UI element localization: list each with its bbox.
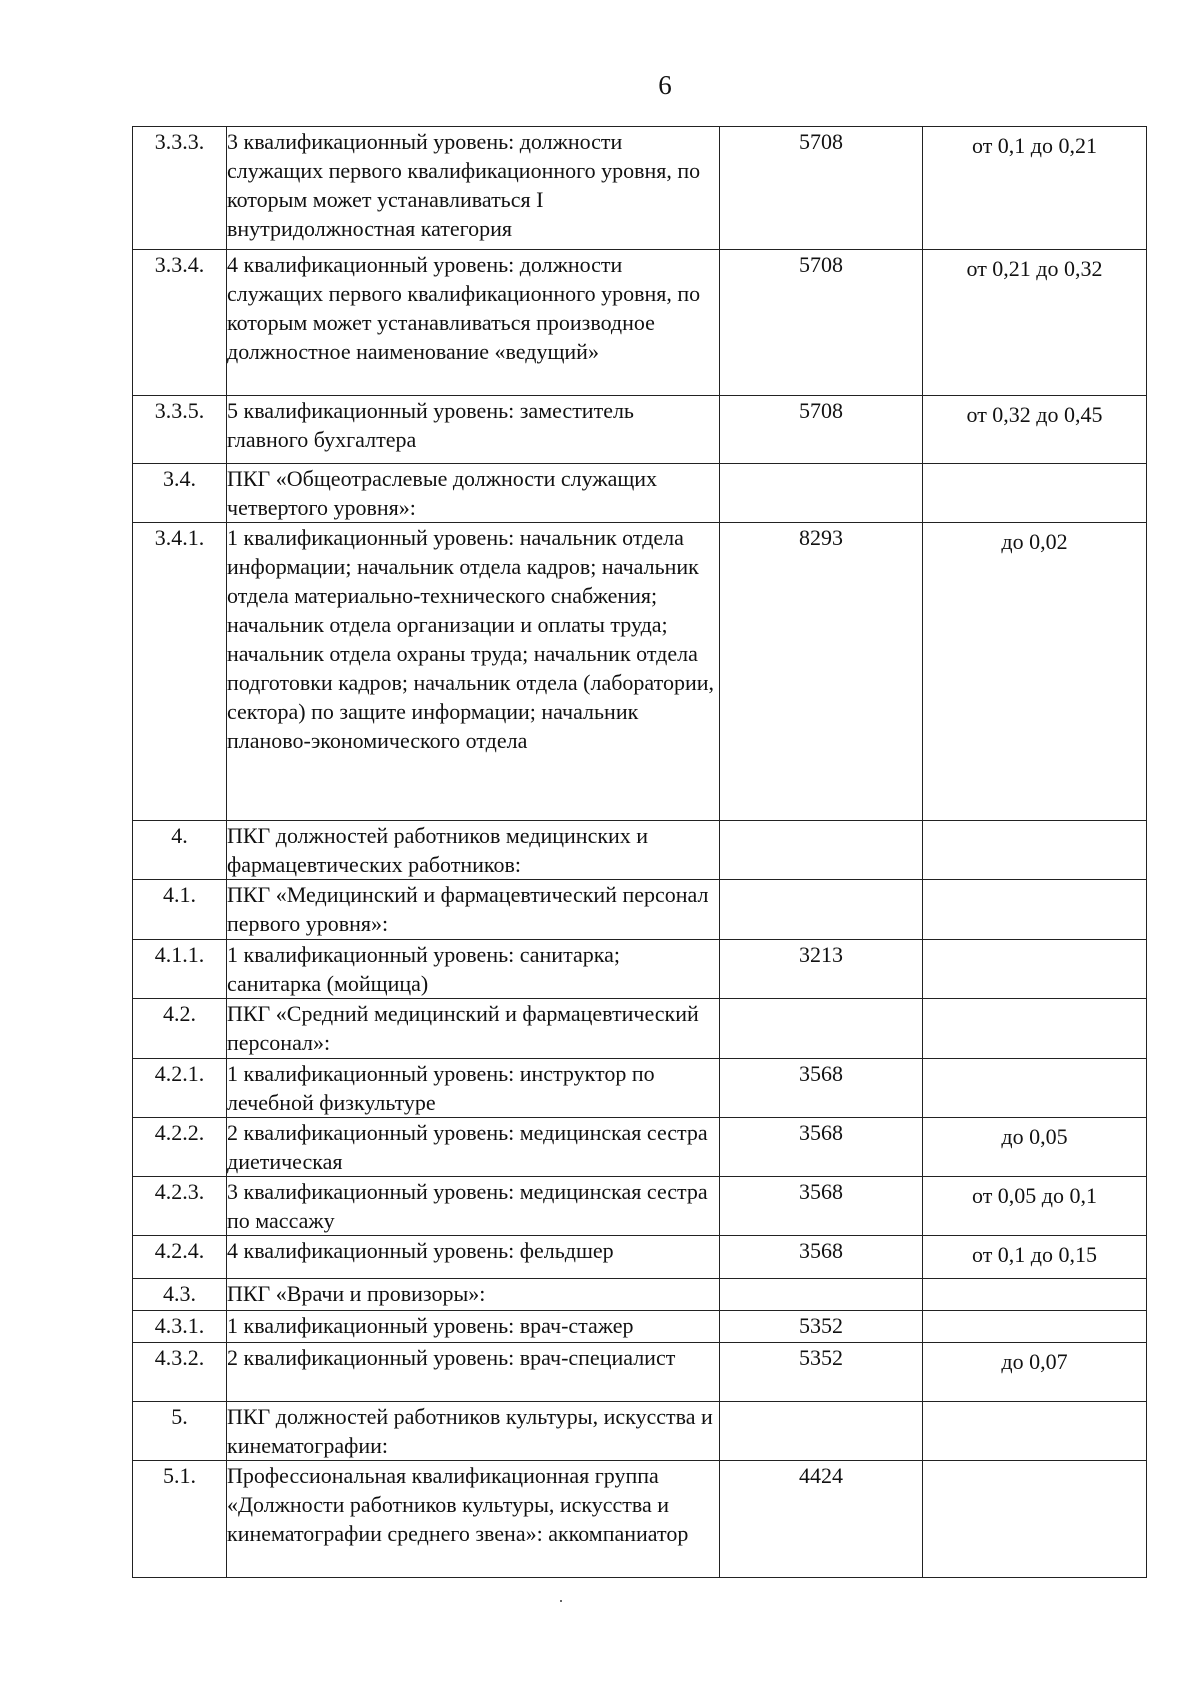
table-row (133, 523, 1147, 821)
base-salary (720, 821, 923, 880)
coefficient-cell (923, 821, 1147, 880)
base-salary: 5708 (720, 396, 923, 464)
coefficient-cell (923, 396, 1147, 464)
row-number: 4.3.1. (133, 1311, 227, 1343)
coefficient-cell (923, 1461, 1147, 1578)
base-salary: 5352 (720, 1343, 923, 1402)
table-row (133, 1311, 1147, 1343)
base-salary: 5708 (720, 250, 923, 396)
row-number: 5.1. (133, 1461, 227, 1578)
position-description: 2 квалификационный уровень: врач-специалист (227, 1343, 720, 1402)
base-salary: 5352 (720, 1311, 923, 1343)
group-title: ПКГ «Средний медицинский и фармацевтический персонал»: (227, 999, 720, 1059)
table-row (133, 1343, 1147, 1402)
row-number: 4.2. (133, 999, 227, 1059)
position-description: 2 квалификационный уровень: медицинская сестра диетическая (227, 1118, 720, 1177)
position-description: 3 квалификационный уровень: должности служащих первого квалификационного уровня, по которым может устанавливаться I внутридолжностная категория (227, 127, 720, 250)
coefficient: до 0,07 (1001, 1349, 1068, 1374)
page-number: 6 (658, 70, 672, 100)
position-description: 1 квалификационный уровень: начальник отдела информации; начальник отдела кадров; начальник отдела материально-технического снабжения; начальник отдела организации и оплаты труда; начальник отдела охраны труда; начальник отдела подготовки кадров; начальник отдела (лаборатории, сектора) по защите информации; начальник планово-экономического отдела (227, 523, 720, 821)
table-row (133, 1236, 1147, 1279)
row-number: 4.3. (133, 1279, 227, 1311)
row-number: 3.3.5. (133, 396, 227, 464)
base-salary (720, 880, 923, 940)
table-row (133, 396, 1147, 464)
group-title: ПКГ должностей работников культуры, искусства и кинематографии: (227, 1402, 720, 1461)
coefficient-cell (923, 1311, 1147, 1343)
coefficient-cell (923, 1279, 1147, 1311)
position-description: Профессиональная квалификационная группа «Должности работников культуры, искусства и кинематографии среднего звена»: аккомпаниатор (227, 1461, 720, 1578)
coefficient-cell (923, 880, 1147, 940)
position-description: 1 квалификационный уровень: инструктор по лечебной физкультуре (227, 1059, 720, 1118)
position-description: 1 квалификационный уровень: врач-стажер (227, 1311, 720, 1343)
base-salary: 3568 (720, 1118, 923, 1177)
row-number: 4. (133, 821, 227, 880)
position-description: 3 квалификационный уровень: медицинская сестра по массажу (227, 1177, 720, 1236)
salary-table (132, 126, 1147, 1578)
group-title: ПКГ должностей работников медицинских и фармацевтических работников: (227, 821, 720, 880)
row-number: 3.3.3. (133, 127, 227, 250)
coefficient: от 0,1 до 0,15 (971, 1242, 1098, 1267)
coefficient: до 0,05 (1001, 1124, 1068, 1149)
base-salary (720, 1279, 923, 1311)
coefficient: от 0,1 до 0,21 (971, 133, 1098, 158)
coefficient-cell (923, 127, 1147, 250)
coefficient: до 0,02 (1001, 529, 1068, 554)
row-number: 4.2.2. (133, 1118, 227, 1177)
table-row (133, 464, 1147, 523)
coefficient-cell (923, 1402, 1147, 1461)
table-row (133, 250, 1147, 396)
table-row (133, 127, 1147, 250)
scan-speck (560, 1600, 562, 1602)
table-row (133, 1461, 1147, 1578)
base-salary (720, 1402, 923, 1461)
coefficient-cell (923, 250, 1147, 396)
row-number: 4.1. (133, 880, 227, 940)
coefficient-cell (923, 1177, 1147, 1236)
table-row (133, 1059, 1147, 1118)
base-salary: 3213 (720, 940, 923, 999)
table-row (133, 1118, 1147, 1177)
row-number: 3.3.4. (133, 250, 227, 396)
base-salary: 8293 (720, 523, 923, 821)
coefficient-cell (923, 1118, 1147, 1177)
position-description: 1 квалификационный уровень: санитарка; санитарка (мойщица) (227, 940, 720, 999)
table-row (133, 999, 1147, 1059)
position-description: 4 квалификационный уровень: фельдшер (227, 1236, 720, 1279)
coefficient-cell (923, 1059, 1147, 1118)
position-description: 5 квалификационный уровень: заместитель главного бухгалтера (227, 396, 720, 464)
row-number: 4.3.2. (133, 1343, 227, 1402)
group-title: ПКГ «Общеотраслевые должности служащих четвертого уровня»: (227, 464, 720, 523)
coefficient: от 0,05 до 0,1 (971, 1183, 1098, 1208)
base-salary: 4424 (720, 1461, 923, 1578)
coefficient-cell (923, 464, 1147, 523)
row-number: 4.2.3. (133, 1177, 227, 1236)
row-number: 5. (133, 1402, 227, 1461)
group-title: ПКГ «Врачи и провизоры»: (227, 1279, 720, 1311)
coefficient-cell (923, 1236, 1147, 1279)
row-number: 4.2.4. (133, 1236, 227, 1279)
coefficient-cell (923, 940, 1147, 999)
row-number: 4.2.1. (133, 1059, 227, 1118)
base-salary (720, 999, 923, 1059)
base-salary: 3568 (720, 1059, 923, 1118)
position-description: 4 квалификационный уровень: должности служащих первого квалификационного уровня, по которым может устанавливаться производное должностное наименование «ведущий» (227, 250, 720, 396)
base-salary: 5708 (720, 127, 923, 250)
coefficient-cell (923, 1343, 1147, 1402)
table-row (133, 940, 1147, 999)
table-row (133, 1402, 1147, 1461)
base-salary (720, 464, 923, 523)
base-salary: 3568 (720, 1177, 923, 1236)
row-number: 3.4. (133, 464, 227, 523)
table-row (133, 1279, 1147, 1311)
coefficient: от 0,32 до 0,45 (966, 402, 1103, 427)
coefficient-cell (923, 523, 1147, 821)
group-title: ПКГ «Медицинский и фармацевтический персонал первого уровня»: (227, 880, 720, 940)
coefficient-cell (923, 999, 1147, 1059)
table-row (133, 880, 1147, 940)
base-salary: 3568 (720, 1236, 923, 1279)
table-row (133, 1177, 1147, 1236)
row-number: 4.1.1. (133, 940, 227, 999)
coefficient: от 0,21 до 0,32 (966, 256, 1103, 281)
table-row (133, 821, 1147, 880)
row-number: 3.4.1. (133, 523, 227, 821)
